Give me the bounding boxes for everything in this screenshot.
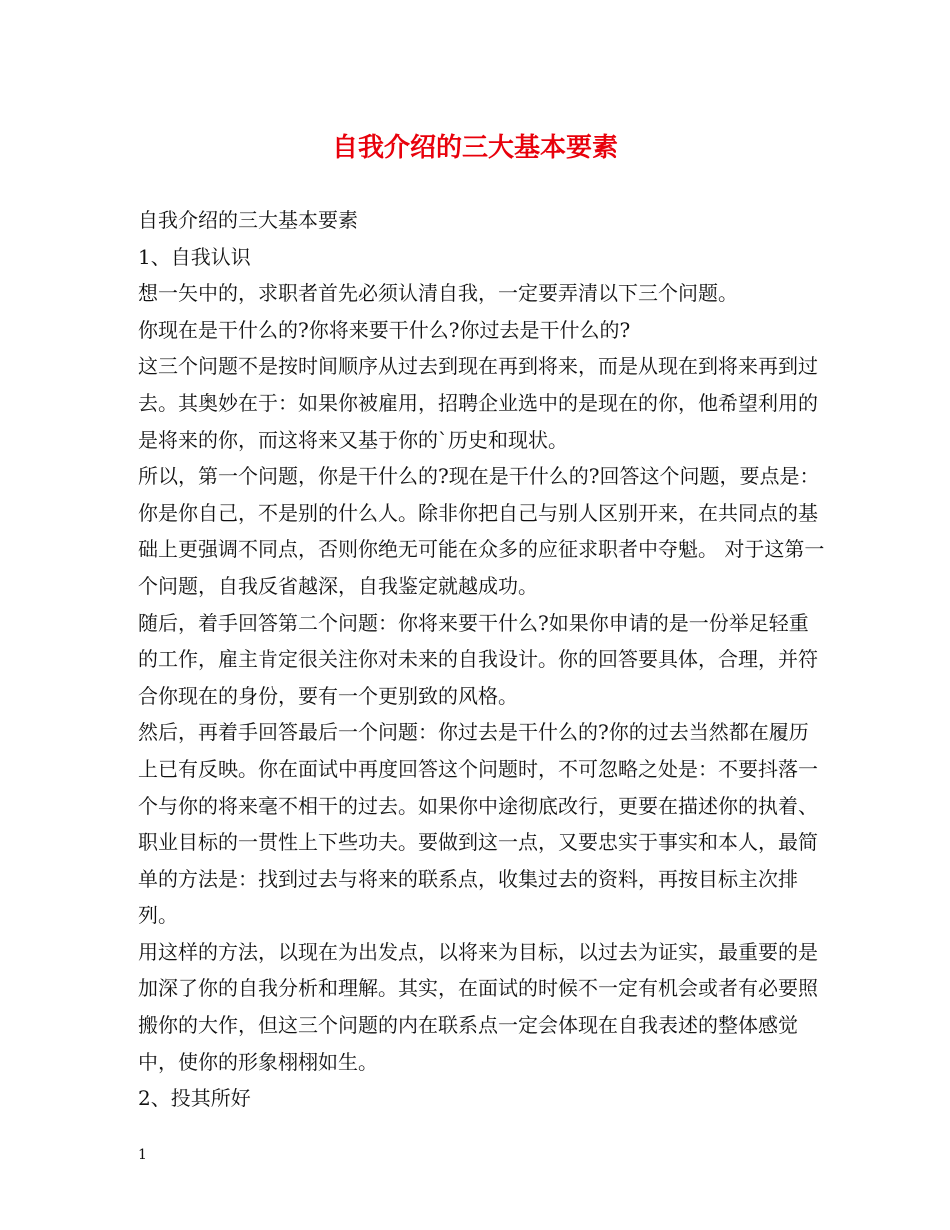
page-number: 1 [138, 1147, 147, 1163]
document-title: 自我介绍的三大基本要素 [331, 133, 618, 163]
paragraph: 用这样的方法，以现在为出发点，以将来为目标，以过去为证实，最重要的是加深了你的自我分析和理解。其实，在面试的时候不一定有机会或者有必要照搬你的大作，但这三个问题的内在联系点一定会体现在自我表述的整体感觉中，使你的形象栩栩如生。 [138, 939, 818, 1074]
section-heading: 1、自我认识 [138, 244, 251, 269]
paragraph: 这三个问题不是按时间顺序从过去到现在再到将来，而是从现在到将来再到过去。其奥妙在于：如果你被雇用，招聘企业选中的是现在的你，他希望利用的是将来的你，而这将来又基于你的`历史和现状。 [138, 354, 818, 452]
paragraph: 所以，第一个问题，你是干什么的?现在是干什么的?回答这个问题，要点是：你是你自己，不是别的什么人。除非你把自己与别人区别开来，在共同点的基础上更强调不同点，否则你绝无可能在众多的应征求职者中夺魁。 对于这第一个问题，自我反省越深，自我鉴定就越成功。 [138, 464, 825, 598]
paragraph: 随后，着手回答第二个问题：你将来要干什么?如果你申请的是一份举足轻重的工作，雇主肯定很关注你对未来的自我设计。你的回答要具体，合理，并符合你现在的身份，要有一个更别致的风格。 [138, 610, 818, 708]
paragraph: 想一矢中的，求职者首先必须认清自我，一定要弄清以下三个问题。 [138, 281, 738, 306]
section-heading: 2、投其所好 [138, 1086, 251, 1111]
document-body [138, 202, 826, 1117]
paragraph: 然后，再着手回答最后一个问题：你过去是干什么的?你的过去当然都在履历上已有反映。你在面试中再度回答这个问题时，不可忽略之处是：不要抖落一个与你的将来毫不相干的过去。如果你中途彻底改行，更要在描述你的执着、职业目标的一贯性上下些功夫。要做到这一点，又要忠实于事实和本人，最简单的方法是：找到过去与将来的联系点，收集过去的资料，再按目标主次排列。 [138, 720, 818, 928]
paragraph: 你现在是干什么的?你将来要干什么?你过去是干什么的? [138, 317, 631, 342]
paragraph: 自我介绍的三大基本要素 [138, 208, 358, 232]
